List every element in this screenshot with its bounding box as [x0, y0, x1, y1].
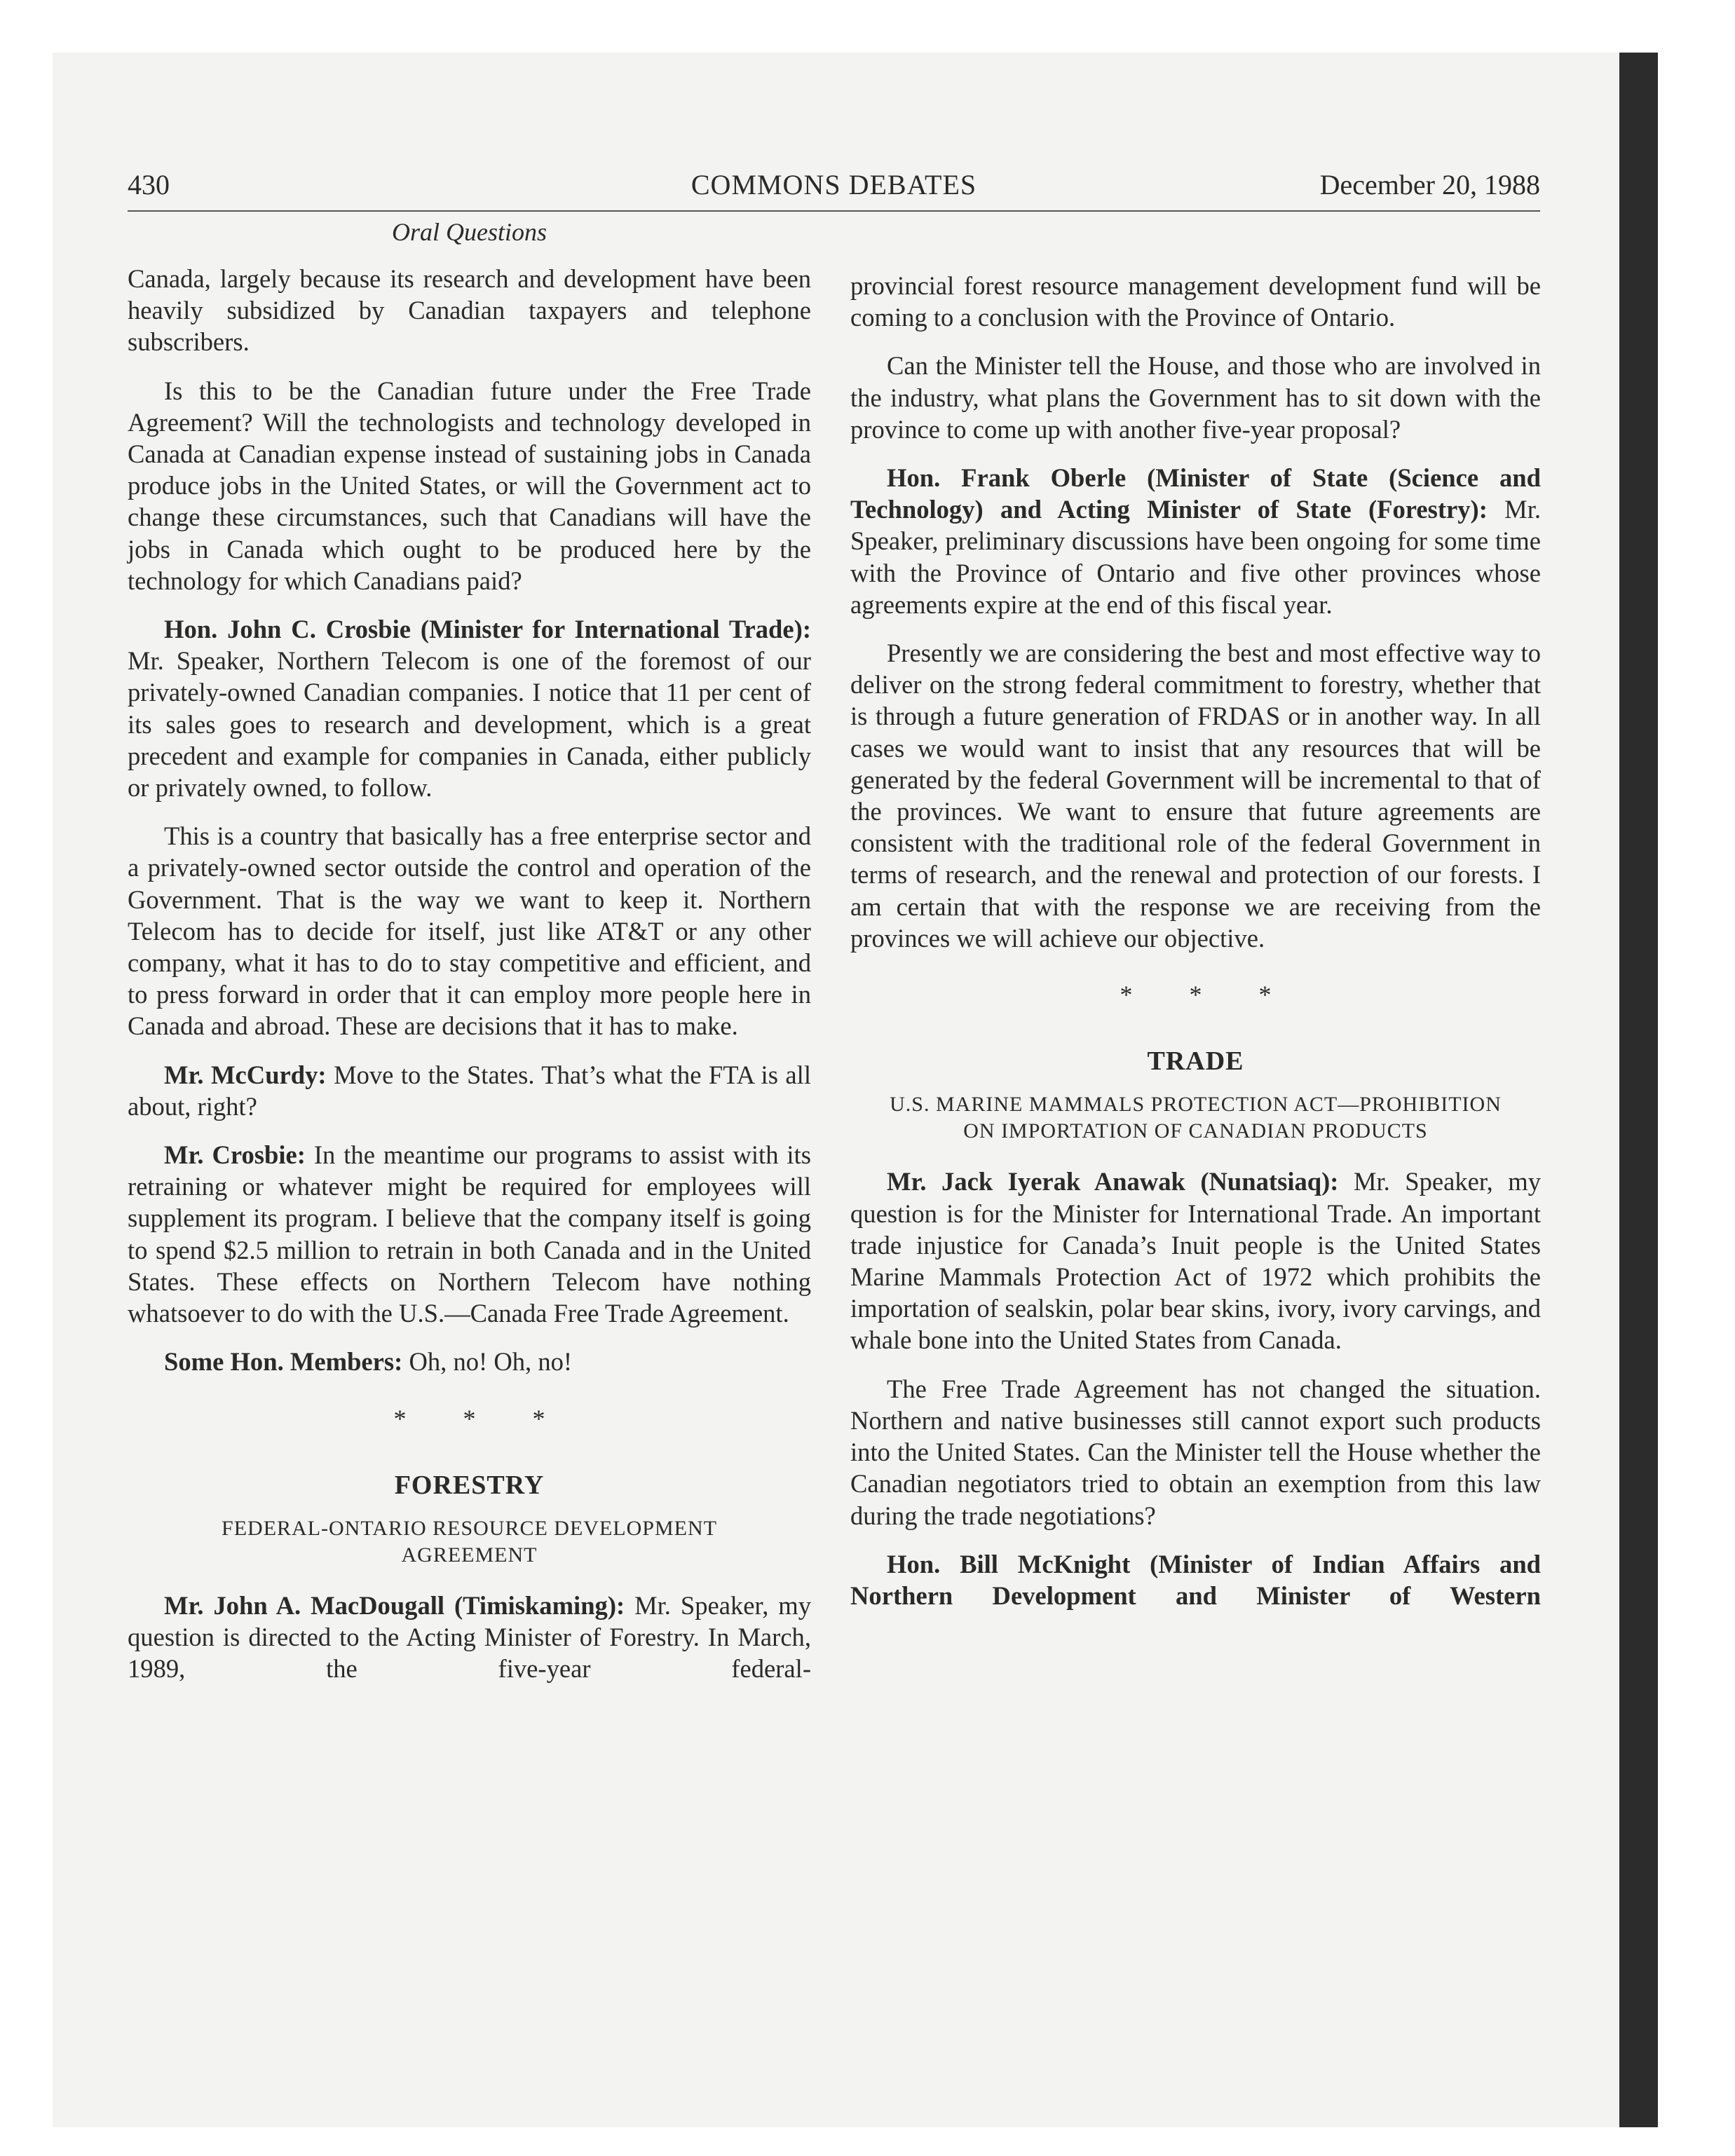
speaker-name: Hon. John C. Crosbie (Minister for International Trade): — [164, 615, 811, 644]
paragraph: provincial forest resource management development fund will be coming to a conclusion with the Province of Ontario. — [850, 271, 1541, 332]
speech-text: Mr. Speaker, my question is for the Minister for International Trade. An important trade injustice for Canada’s Inuit people is the United States Marine Mammals Protection Act of 1972 which prohibits the importation of sealskin, polar bear skins, ivory, ivory carvings, and whale bone into the United States from Canada. — [850, 1167, 1541, 1355]
page-number: 430 — [128, 169, 170, 200]
speaker-name: Some Hon. Members: — [164, 1347, 403, 1377]
speech-text: Move to the States. That’s what the FTA is all about, right? — [128, 1060, 811, 1121]
paragraph — [850, 1166, 1541, 1356]
section-label: Oral Questions — [391, 218, 547, 246]
section-heading: FORESTRY — [394, 1470, 545, 1500]
section-divider: * * * — [1120, 981, 1297, 1009]
paragraph — [128, 1590, 811, 1685]
right-column — [850, 270, 1541, 1628]
paragraph — [850, 462, 1541, 620]
left-column — [128, 263, 811, 1702]
section-divider: * * * — [393, 1404, 571, 1433]
binding-edge — [1619, 53, 1658, 2127]
speech-text: Oh, no! Oh, no! — [402, 1347, 573, 1377]
paragraph — [128, 1346, 811, 1377]
publication-title: COMMONS DEBATES — [690, 169, 977, 200]
section-subheading: FEDERAL-ONTARIO RESOURCE DEVELOPMENT AGREEMENT — [222, 1516, 717, 1567]
paragraph — [128, 1059, 811, 1122]
speech-text: Mr. Speaker, preliminary discussions have been ongoing for some time with the Province of Ontario and five other provinces whose agreements expire at the end of this fiscal year. — [850, 495, 1541, 619]
paragraph: Can the Minister tell the House, and those who are involved in the industry, what plans the Government has to sit down with the province to come up with another five-year proposal? — [850, 351, 1541, 444]
speech-text: Mr. Speaker, my question is directed to the Acting Minister of Forestry. In March, 1989, the five-year federal- — [128, 1590, 811, 1684]
speaker-name: Mr. John A. MacDougall (Timiskaming): — [164, 1590, 625, 1620]
speaker-name: Mr. McCurdy: — [164, 1060, 327, 1089]
paragraph: This is a country that basically has a free enterprise sector and a privately-owned sector outside the control and operation of the Government. That is the way we want to keep it. Northern Telecom has to decide for itself, just like AT&T or any other company, what it has to do to stay competitive and efficient, and to press forward in order that it can employ more people here in Canada and abroad. These are decisions that it has to make. — [128, 821, 811, 1041]
section-subheading: U.S. MARINE MAMMALS PROTECTION ACT—PROHIBITION ON IMPORTATION OF CANADIAN PRODUCTS — [890, 1093, 1502, 1143]
speech-text: In the meantime our programs to assist with its retraining or whatever might be required for employees will supplement its program. I believe that the company itself is going to spend $2.5 million to retrain in both Canada and in the United States. These effects on Northern Telecom have nothing whatsoever to do with the U.S.—Canada Free Trade Agreement. — [128, 1140, 811, 1328]
paragraph: Canada, largely because its research and development have been heavily subsidized by Canadian taxpayers and telephone subscribers. — [128, 264, 811, 357]
paragraph: Presently we are considering the best and most effective way to deliver on the strong federal commitment to forestry, whether that is through a future generation of FRDAS or in another way. In all cases we would want to insist that any resources that will be generated by the federal Government will be incremental to that of the provinces. We want to ensure that future agreements are consistent with the traditional role of the federal Government in terms of research, and the renewal and protection of our forests. I am certain that with the response we are receiving from the provinces we will achieve our objective. — [850, 639, 1541, 953]
speaker-name: Hon. Bill McKnight (Minister of Indian Affairs and Northern Development and Minister of Western — [850, 1549, 1541, 1610]
paragraph: Is this to be the Canadian future under the Free Trade Agreement? Will the technologists and technology developed in Canada at Canadian expense instead of sustaining jobs in Canada produce jobs in the United States, or will the Government act to change these circumstances, such that Canadians will have the jobs in Canada which ought to be produced here by the technology for which Canadians paid? — [128, 376, 811, 595]
paragraph — [128, 613, 811, 803]
speaker-name: Hon. Frank Oberle (Minister of State (Science and Technology) and Acting Minister of State (Forestry): — [850, 463, 1541, 524]
paragraph — [128, 1139, 811, 1329]
page-header — [128, 168, 1540, 212]
paragraph — [850, 1548, 1541, 1611]
speaker-name: Mr. Jack Iyerak Anawak (Nunatsiaq): — [887, 1167, 1339, 1196]
speaker-name: Mr. Crosbie: — [164, 1140, 306, 1170]
speech-text: Mr. Speaker, Northern Telecom is one of the foremost of our privately-owned Canadian companies. I notice that 11 per cent of its sales goes to research and development, which is a great precedent and example for companies in Canada, either publicly or privately owned, to follow. — [128, 646, 811, 803]
section-heading: TRADE — [1147, 1046, 1244, 1077]
publication-date: December 20, 1988 — [1319, 169, 1540, 200]
paragraph: The Free Trade Agreement has not changed the situation. Northern and native businesses still cannot export such products into the United States. Can the Minister tell the House whether the Canadian negotiators tried to obtain an exemption from this law during the trade negotiations? — [850, 1374, 1541, 1530]
